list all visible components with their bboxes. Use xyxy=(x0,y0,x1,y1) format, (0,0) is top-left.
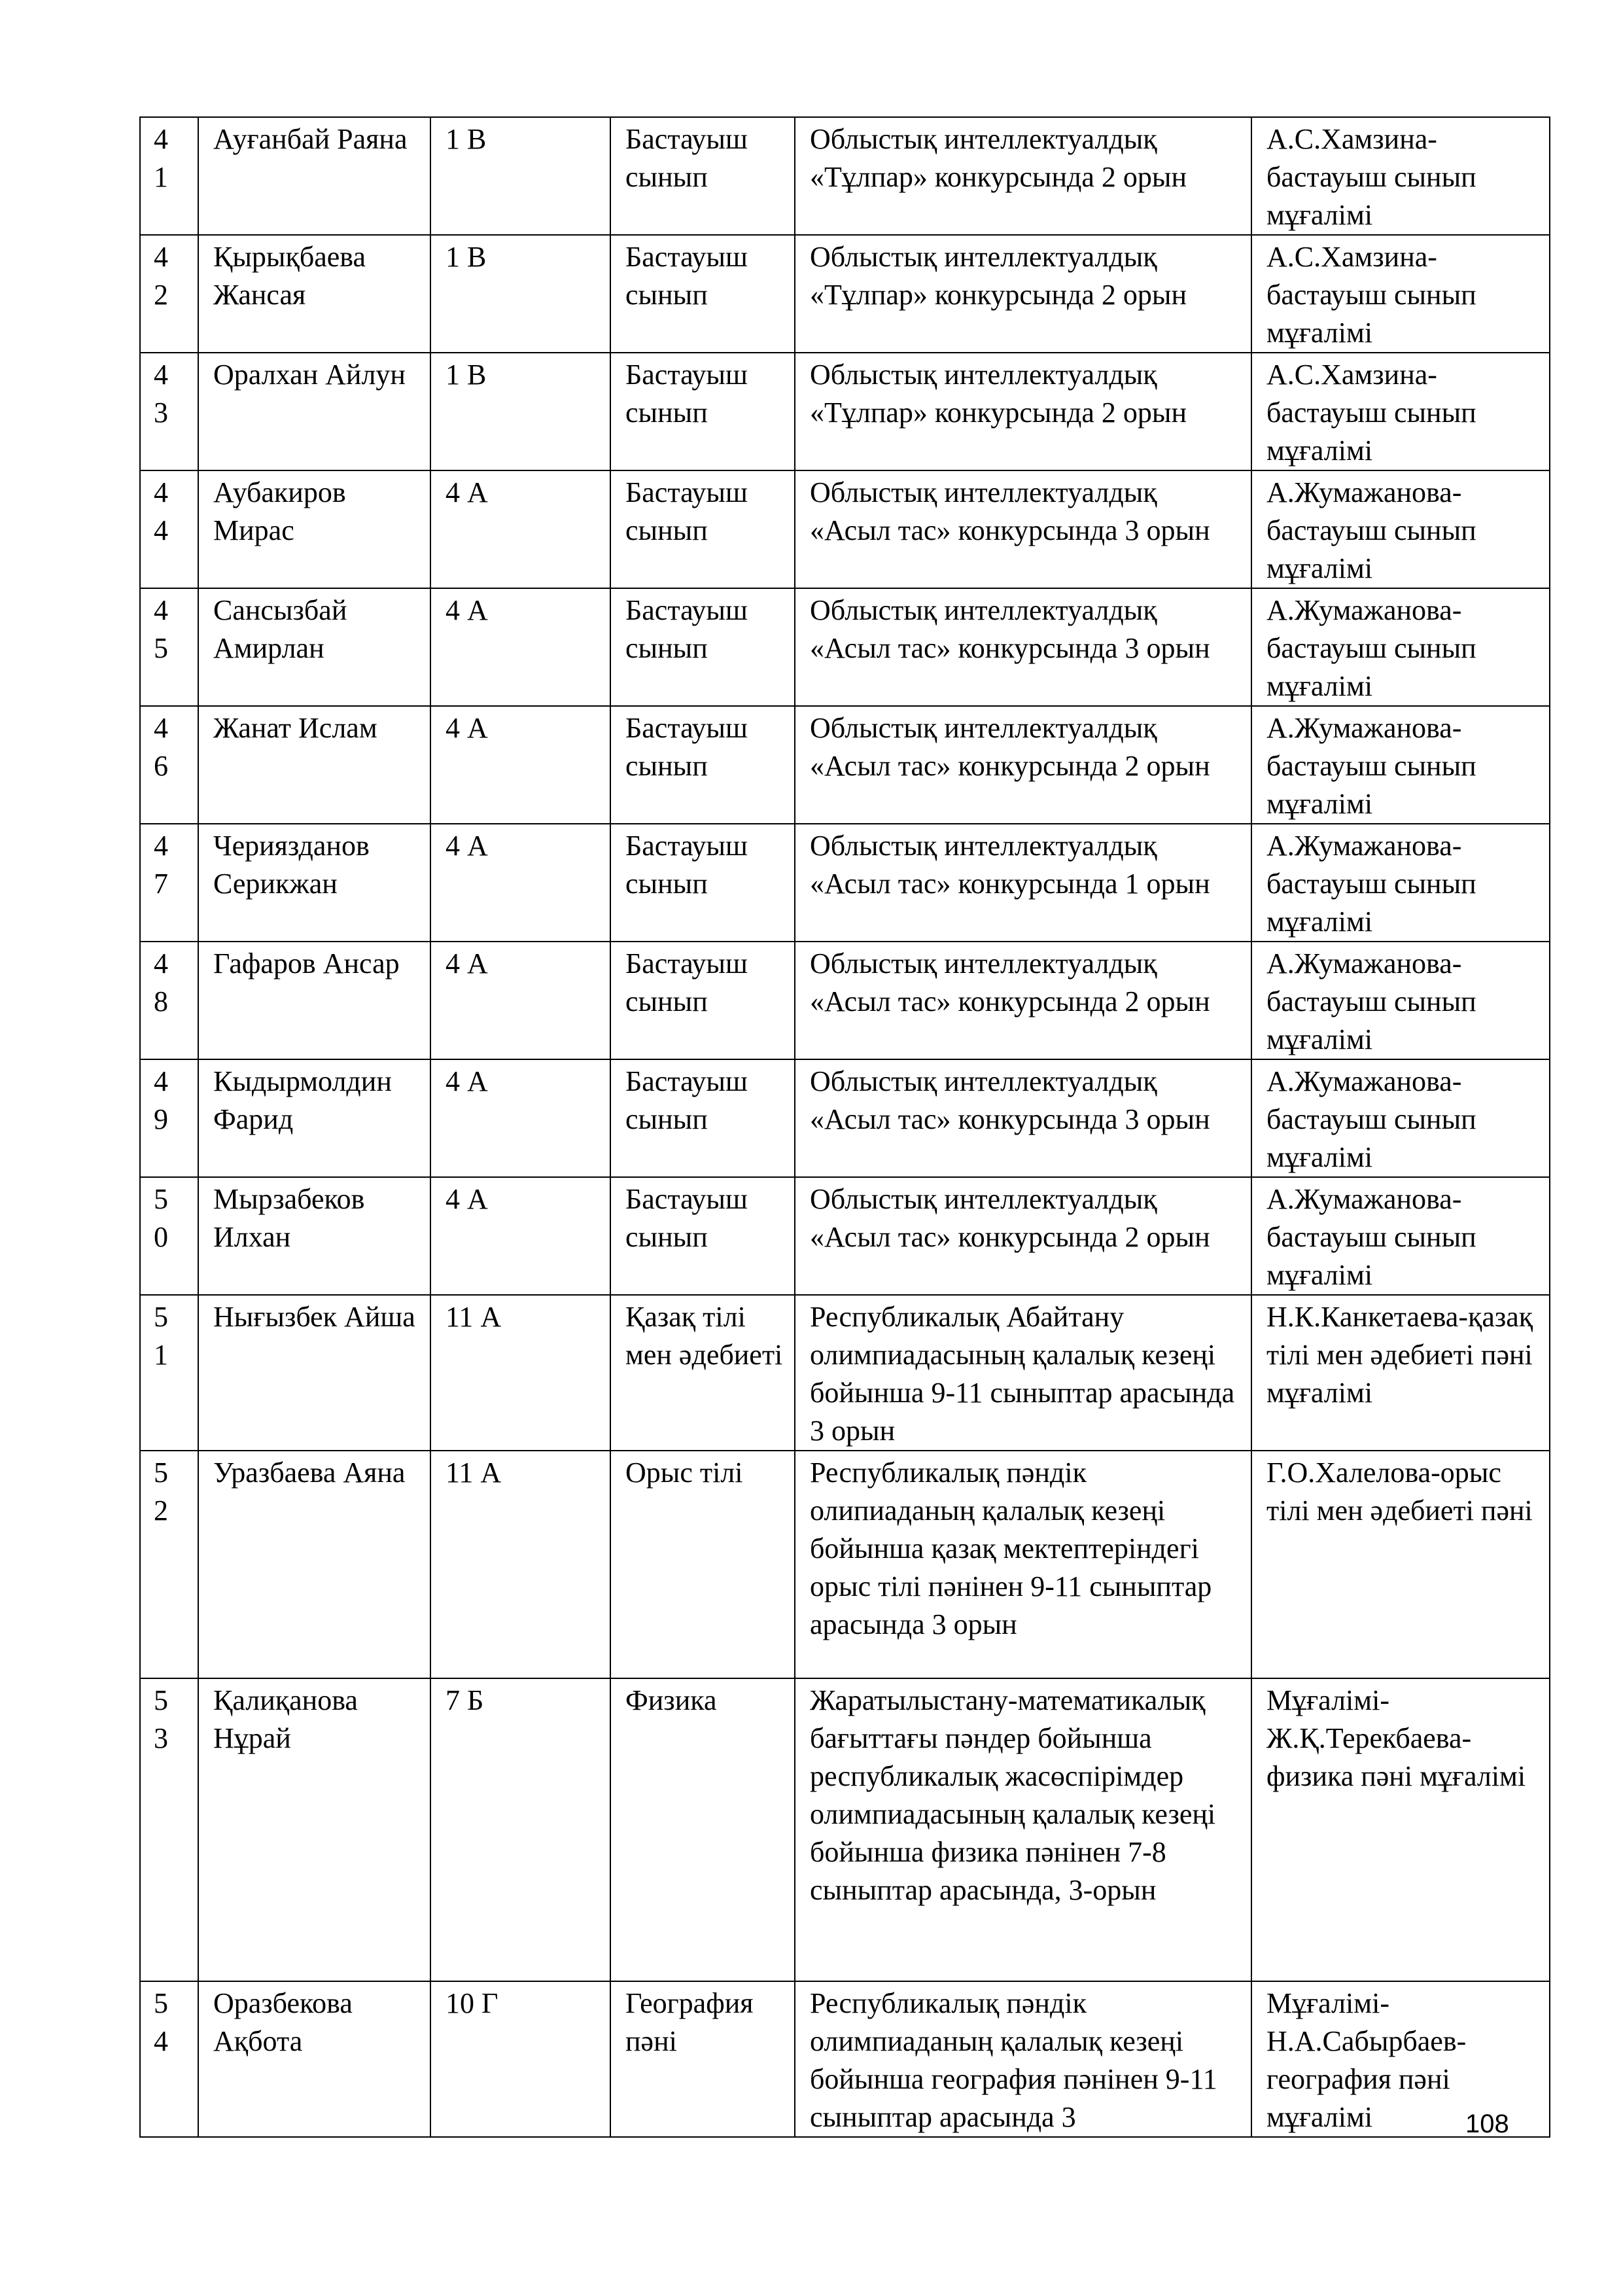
achievement-cell: Облыстық интеллектуалдық «Асыл тас» конкурсында 2 орын xyxy=(795,706,1251,824)
student-name-cell: Чериязданов Серикжан xyxy=(198,824,430,942)
awards-table xyxy=(139,116,1550,2138)
row-number-digit: 4 xyxy=(154,514,168,546)
table-row xyxy=(140,1451,1550,1678)
student-name-cell: Оразбекова Ақбота xyxy=(198,1981,430,2137)
achievement-cell: Облыстық интеллектуалдық «Тұлпар» конкурсында 2 орын xyxy=(795,353,1251,470)
row-number-digit: 3 xyxy=(154,1722,168,1754)
student-name-cell: Уразбаева Аяна xyxy=(198,1451,430,1678)
achievement-cell: Облыстық интеллектуалдық «Асыл тас» конкурсында 3 орын xyxy=(795,470,1251,588)
table-row xyxy=(140,1059,1550,1177)
class-cell: 4 А xyxy=(430,942,610,1059)
page-number: 108 xyxy=(1465,2110,1509,2138)
row-number-digit: 9 xyxy=(154,1103,168,1135)
teacher-cell: А.Жумажанова-бастауыш сынып мұғалімі xyxy=(1251,942,1550,1059)
table-row xyxy=(140,117,1550,235)
row-number-digit: 2 xyxy=(154,1494,168,1527)
row-number-cell xyxy=(140,588,198,706)
row-number-digit: 4 xyxy=(154,947,168,980)
class-cell: 1 В xyxy=(430,117,610,235)
class-cell: 4 А xyxy=(430,824,610,942)
row-number-cell xyxy=(140,1678,198,1981)
subject-cell: Бастауыш сынып xyxy=(610,117,795,235)
class-cell: 1 В xyxy=(430,235,610,353)
achievement-cell: Республикалық пәндік олипиаданың қалалық кезеңі бойынша қазақ мектептеріндегі орыс тілі пәнінен 9-11 сыныптар арасында 3 орын xyxy=(795,1451,1251,1678)
row-number-digit: 4 xyxy=(154,2025,168,2057)
class-cell: 10 Г xyxy=(430,1981,610,2137)
row-number-digit: 7 xyxy=(154,868,168,900)
student-name-cell: Нығызбек Айша xyxy=(198,1295,430,1451)
student-name-cell: Мырзабеков Илхан xyxy=(198,1177,430,1295)
achievement-cell: Облыстық интеллектуалдық «Асыл тас» конкурсында 2 орын xyxy=(795,942,1251,1059)
achievement-cell: Жаратылыстану-математикалық бағыттағы пәндер бойынша республикалық жасөспірімдер олимпиадасының қалалық кезеңі бойынша физика пәнінен 7-8 сыныптар арасында, 3-орын xyxy=(795,1678,1251,1981)
student-name-cell: Оралхан Айлун xyxy=(198,353,430,470)
row-number-cell xyxy=(140,353,198,470)
row-number-digit: 5 xyxy=(154,1301,168,1333)
row-number-digit: 5 xyxy=(154,1457,168,1489)
subject-cell: Бастауыш сынып xyxy=(610,470,795,588)
row-number-cell xyxy=(140,824,198,942)
row-number-cell xyxy=(140,1059,198,1177)
teacher-cell: А.Жумажанова-бастауыш сынып мұғалімі xyxy=(1251,470,1550,588)
row-number-digit: 1 xyxy=(154,1339,168,1371)
teacher-cell: А.Жумажанова-бастауыш сынып мұғалімі xyxy=(1251,706,1550,824)
row-number-cell xyxy=(140,942,198,1059)
row-number-digit: 5 xyxy=(154,632,168,664)
row-number-digit: 4 xyxy=(154,712,168,744)
subject-cell: Бастауыш сынып xyxy=(610,1177,795,1295)
table-row xyxy=(140,235,1550,353)
awards-table-body xyxy=(140,117,1550,2137)
achievement-cell: Республикалық пәндік олимпиаданың қалалық кезеңі бойынша география пәнінен 9-11 сыныптар арасында 3 xyxy=(795,1981,1251,2137)
achievement-cell: Облыстық интеллектуалдық «Асыл тас» конкурсында 1 орын xyxy=(795,824,1251,942)
table-row xyxy=(140,353,1550,470)
achievement-cell: Облыстық интеллектуалдық «Асыл тас» конкурсында 3 орын xyxy=(795,1059,1251,1177)
teacher-cell: А.Жумажанова-бастауыш сынып мұғалімі xyxy=(1251,1177,1550,1295)
achievement-cell: Облыстық интеллектуалдық «Асыл тас» конкурсында 2 орын xyxy=(795,1177,1251,1295)
teacher-cell: Г.О.Халелова-орыс тілі мен әдебиеті пәні xyxy=(1251,1451,1550,1678)
class-cell: 4 А xyxy=(430,470,610,588)
row-number-digit: 4 xyxy=(154,830,168,862)
row-number-digit: 3 xyxy=(154,397,168,429)
subject-cell: Бастауыш сынып xyxy=(610,235,795,353)
class-cell: 4 А xyxy=(430,1177,610,1295)
teacher-cell: А.Жумажанова-бастауыш сынып мұғалімі xyxy=(1251,824,1550,942)
row-number-cell xyxy=(140,1177,198,1295)
row-number-digit: 4 xyxy=(154,359,168,391)
class-cell: 1 В xyxy=(430,353,610,470)
row-number-cell xyxy=(140,1981,198,2137)
row-number-digit: 1 xyxy=(154,161,168,193)
student-name-cell: Сансызбай Амирлан xyxy=(198,588,430,706)
row-number-digit: 5 xyxy=(154,1183,168,1215)
table-row xyxy=(140,706,1550,824)
class-cell: 4 А xyxy=(430,1059,610,1177)
row-number-cell xyxy=(140,706,198,824)
row-number-digit: 8 xyxy=(154,985,168,1017)
row-number-digit: 4 xyxy=(154,241,168,273)
row-number-digit: 5 xyxy=(154,1684,168,1716)
row-number-digit: 4 xyxy=(154,476,168,508)
row-number-digit: 2 xyxy=(154,279,168,311)
table-row xyxy=(140,1177,1550,1295)
teacher-cell: А.С.Хамзина-бастауыш сынып мұғалімі xyxy=(1251,353,1550,470)
subject-cell: География пәні xyxy=(610,1981,795,2137)
subject-cell: Бастауыш сынып xyxy=(610,588,795,706)
row-number-cell xyxy=(140,117,198,235)
class-cell: 11 А xyxy=(430,1295,610,1451)
achievement-cell: Облыстық интеллектуалдық «Тұлпар» конкурсында 2 орын xyxy=(795,117,1251,235)
row-number-digit: 4 xyxy=(154,594,168,626)
table-row xyxy=(140,1678,1550,1981)
subject-cell: Бастауыш сынып xyxy=(610,824,795,942)
teacher-cell: Н.К.Канкетаева-қазақ тілі мен әдебиеті пәні мұғалімі xyxy=(1251,1295,1550,1451)
row-number-digit: 4 xyxy=(154,1065,168,1097)
subject-cell: Бастауыш сынып xyxy=(610,1059,795,1177)
student-name-cell: Ауғанбай Раяна xyxy=(198,117,430,235)
teacher-cell: Мұғалімі-Н.А.Сабырбаев-география пәні мұғалімі xyxy=(1251,1981,1550,2137)
row-number-cell xyxy=(140,470,198,588)
table-row xyxy=(140,1981,1550,2137)
teacher-cell: А.Жумажанова-бастауыш сынып мұғалімі xyxy=(1251,1059,1550,1177)
teacher-cell: А.С.Хамзина-бастауыш сынып мұғалімі xyxy=(1251,235,1550,353)
teacher-cell: А.С.Хамзина-бастауыш сынып мұғалімі xyxy=(1251,117,1550,235)
class-cell: 4 А xyxy=(430,588,610,706)
row-number-cell xyxy=(140,1295,198,1451)
subject-cell: Физика xyxy=(610,1678,795,1981)
teacher-cell: Мұғалімі-Ж.Қ.Терекбаева-физика пәні мұғалімі xyxy=(1251,1678,1550,1981)
class-cell: 4 А xyxy=(430,706,610,824)
teacher-cell: А.Жумажанова-бастауыш сынып мұғалімі xyxy=(1251,588,1550,706)
achievement-cell: Облыстық интеллектуалдық «Асыл тас» конкурсында 3 орын xyxy=(795,588,1251,706)
table-row xyxy=(140,1295,1550,1451)
subject-cell: Қазақ тілі мен әдебиеті xyxy=(610,1295,795,1451)
subject-cell: Орыс тілі xyxy=(610,1451,795,1678)
subject-cell: Бастауыш сынып xyxy=(610,706,795,824)
table-row xyxy=(140,824,1550,942)
table-row xyxy=(140,470,1550,588)
row-number-digit: 4 xyxy=(154,123,168,155)
subject-cell: Бастауыш сынып xyxy=(610,942,795,1059)
row-number-digit: 0 xyxy=(154,1221,168,1253)
student-name-cell: Кыдырмолдин Фарид xyxy=(198,1059,430,1177)
achievement-cell: Облыстық интеллектуалдық «Тұлпар» конкурсында 2 орын xyxy=(795,235,1251,353)
row-number-cell xyxy=(140,235,198,353)
class-cell: 7 Б xyxy=(430,1678,610,1981)
subject-cell: Бастауыш сынып xyxy=(610,353,795,470)
student-name-cell: Гафаров Ансар xyxy=(198,942,430,1059)
achievement-cell: Республикалық Абайтану олимпиадасының қалалық кезеңі бойынша 9-11 сыныптар арасында 3 орын xyxy=(795,1295,1251,1451)
student-name-cell: Аубакиров Мирас xyxy=(198,470,430,588)
student-name-cell: Қырықбаева Жансая xyxy=(198,235,430,353)
table-row xyxy=(140,942,1550,1059)
student-name-cell: Қалиқанова Нұрай xyxy=(198,1678,430,1981)
row-number-digit: 5 xyxy=(154,1987,168,2019)
class-cell: 11 А xyxy=(430,1451,610,1678)
row-number-digit: 6 xyxy=(154,750,168,782)
table-row xyxy=(140,588,1550,706)
row-number-cell xyxy=(140,1451,198,1678)
student-name-cell: Жанат Ислам xyxy=(198,706,430,824)
